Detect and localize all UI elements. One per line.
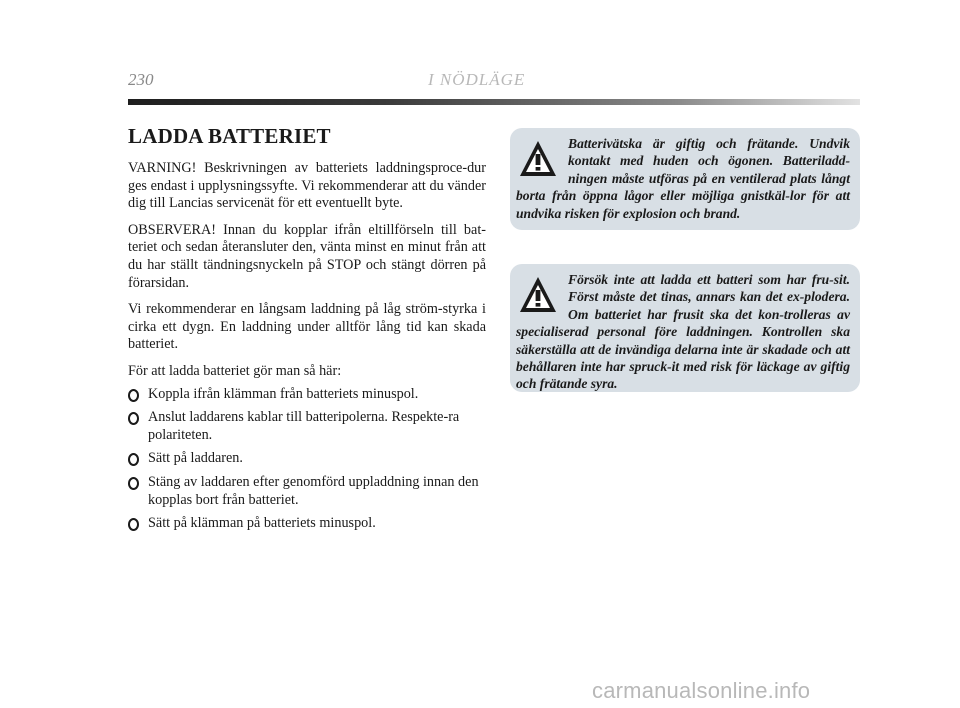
bullet-circle-icon bbox=[128, 518, 139, 531]
watermark: carmanualsonline.info bbox=[592, 678, 811, 703]
warning-triangle-icon bbox=[518, 275, 558, 315]
list-item bbox=[128, 474, 486, 509]
step-text: Sätt på laddaren. bbox=[148, 450, 243, 467]
paragraph-note: OBSERVERA! Innan du kopplar ifrån eltillförseln till bat-teriet och sedan återansluter den, vänta minst en minut från att du har ställt tändningsnyckeln på STOP och stängt dörren på förarsidan. bbox=[128, 221, 486, 291]
main-column bbox=[128, 124, 486, 539]
list-item bbox=[128, 386, 486, 404]
section-title: I NÖDLÄGE bbox=[428, 70, 526, 89]
step-text: Anslut laddarens kablar till batteripolerna. Respekte-ra polariteten. bbox=[148, 409, 460, 443]
warning-box-battery-fluid bbox=[510, 128, 860, 230]
step-text: Sätt på klämman på batteriets minuspol. bbox=[148, 515, 376, 532]
warning-content bbox=[516, 135, 850, 222]
page-heading: LADDA BATTERIET bbox=[128, 124, 331, 148]
warning-box-frozen-battery bbox=[510, 264, 860, 392]
step-text: Koppla ifrån klämman från batteriets minuspol. bbox=[148, 385, 419, 402]
list-item bbox=[128, 409, 486, 444]
paragraph-warning: VARNING! Beskrivningen av batteriets laddningsproce-dur ges endast i upplysningssyfte. Vi rekommenderar att du vänder dig till Lancias servicenät för ett eventuellt byte. bbox=[128, 160, 486, 212]
bullet-circle-icon bbox=[128, 477, 139, 490]
bullet-circle-icon bbox=[128, 412, 139, 425]
warning-triangle-icon bbox=[518, 139, 558, 179]
paragraph-recommendation: Vi rekommenderar en långsam laddning på låg ström-styrka i cirka ett dygn. En laddning under alltför lång tid kan skada batteriet. bbox=[128, 301, 486, 353]
paragraph-instructions-intro: För att ladda batteriet gör man så här: bbox=[128, 362, 342, 379]
bullet-circle-icon bbox=[128, 389, 139, 402]
bullet-circle-icon bbox=[128, 453, 139, 466]
list-item bbox=[128, 515, 486, 533]
warning-text: Försök inte att ladda ett batteri som har fru-sit. Först måste det tinas, annars kan det ex-plodera. Om batteriet har frusit ska det kon-trolleras av specialiserad personal före laddningen. Kontrollen ska säkerställa att de invändiga delarna inte är skadade och att behållaren inte har spruck-it med risk för läckage av giftig och frätande syra. bbox=[516, 272, 850, 392]
header-rule bbox=[128, 99, 860, 105]
warning-content bbox=[516, 271, 850, 393]
steps-list bbox=[128, 386, 486, 533]
warning-text: Batterivätska är giftig och frätande. Undvik kontakt med huden och ögonen. Batteriladd-ningen måste utföras på en ventilerad plats långt borta från öppna lågor eller möjliga gnistkäl-lor för att undvika risken för explosion och brand. bbox=[516, 136, 850, 221]
list-item bbox=[128, 450, 486, 468]
page-number: 230 bbox=[128, 70, 154, 89]
step-text: Stäng av laddaren efter genomförd uppladdning innan den kopplas bort från batteriet. bbox=[148, 473, 479, 508]
